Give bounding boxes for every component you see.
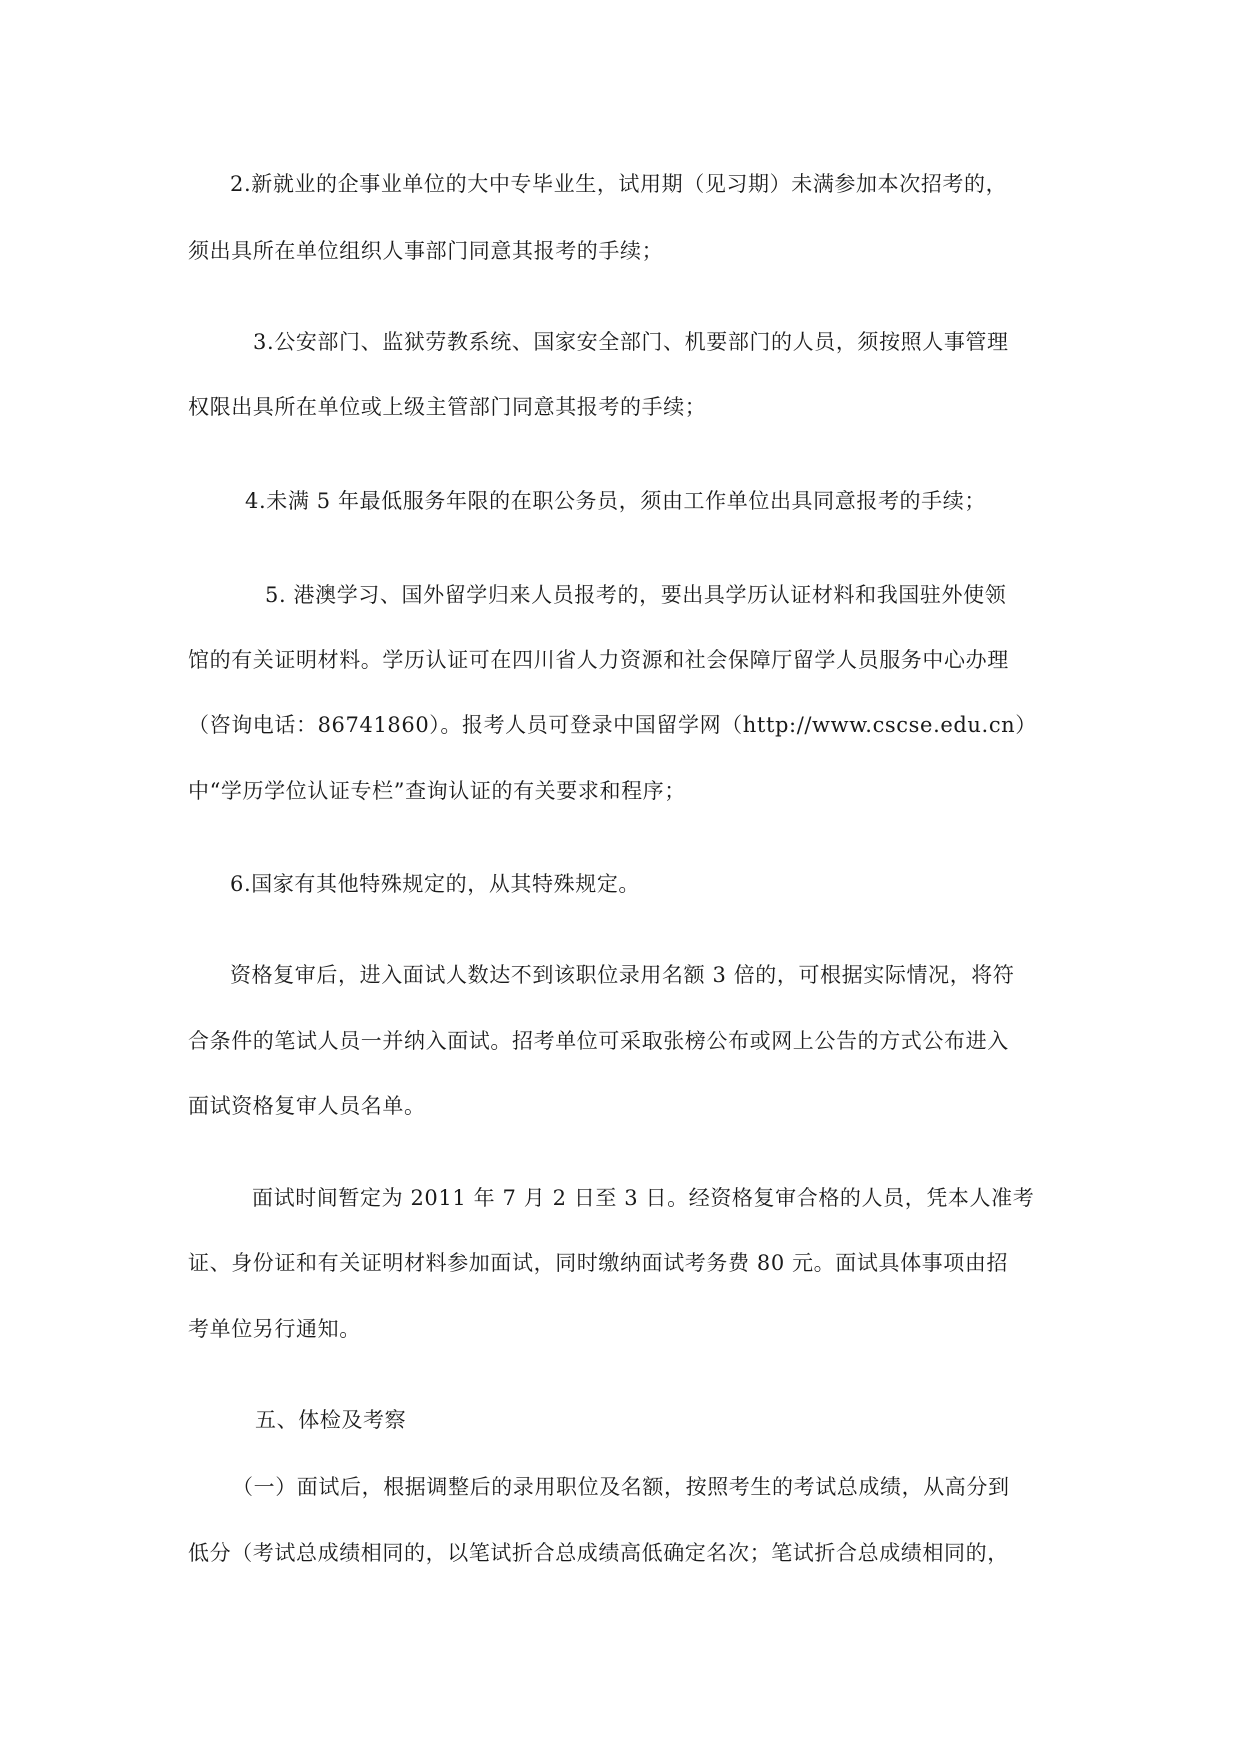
text-line: （一）面试后，根据调整后的录用职位及名额，按照考生的考试总成绩，从高分到	[232, 1475, 1010, 1499]
text-line: 低分（考试总成绩相同的，以笔试折合总成绩高低确定名次；笔试折合总成绩相同的，	[188, 1541, 1009, 1565]
text-line: 权限出具所在单位或上级主管部门同意其报考的手续；	[188, 395, 707, 419]
text-line: 2.新就业的企事业单位的大中专毕业生，试用期（见习期）未满参加本次招考的，	[230, 172, 1008, 196]
text-line: 资格复审后，进入面试人数达不到该职位录用名额 3 倍的，可根据实际情况，将符	[230, 963, 1015, 987]
text-line: 6.国家有其他特殊规定的，从其特殊规定。	[230, 872, 641, 896]
text-line: 4.未满 5 年最低服务年限的在职公务员，须由工作单位出具同意报考的手续；	[245, 489, 986, 513]
section-heading: 五、体检及考察	[255, 1408, 407, 1432]
text-line: 中“学历学位认证专栏”查询认证的有关要求和程序；	[188, 779, 686, 803]
text-line: 面试资格复审人员名单。	[188, 1094, 426, 1118]
text-line: 须出具所在单位组织人事部门同意其报考的手续；	[188, 239, 664, 263]
text-line: （咨询电话：86741860）。报考人员可登录中国留学网（http://www.cscse.edu.cn）	[188, 713, 1037, 737]
text-line: 合条件的笔试人员一并纳入面试。招考单位可采取张榜公布或网上公告的方式公布进入	[188, 1029, 1009, 1053]
text-line: 馆的有关证明材料。学历认证可在四川省人力资源和社会保障厅留学人员服务中心办理	[188, 648, 1009, 672]
text-line: 证、身份证和有关证明材料参加面试，同时缴纳面试考务费 80 元。面试具体事项由招	[188, 1251, 1009, 1275]
text-line: 5. 港澳学习、国外留学归来人员报考的，要出具学历认证材料和我国驻外使领	[265, 583, 1007, 607]
text-line: 考单位另行通知。	[188, 1317, 361, 1341]
text-line: 3.公安部门、监狱劳教系统、国家安全部门、机要部门的人员，须按照人事管理	[253, 330, 1009, 354]
text-line: 面试时间暂定为 2011 年 7 月 2 日至 3 日。经资格复审合格的人员，凭本人准考	[252, 1186, 1035, 1210]
